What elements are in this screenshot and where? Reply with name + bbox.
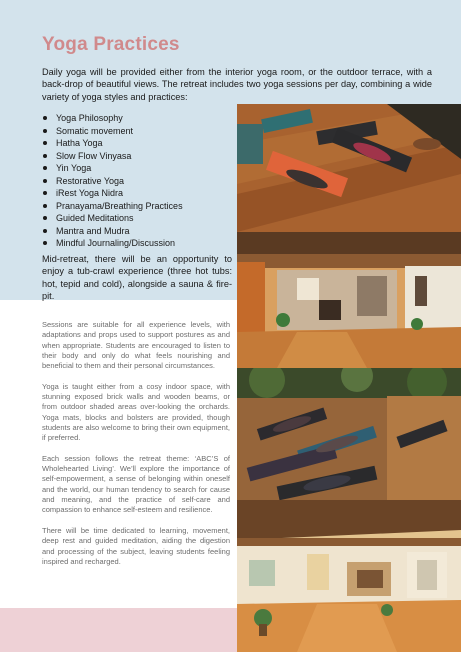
body-paragraph: Yoga is taught either from a cosy indoor space, with stunning exposed brick walls and wooden beams, or from outdoor shaded areas over-looking the orchards. Yoga mats, blocks and bolsters are provided, though students are also welcome to bring their own equipment, if preferred.: [42, 381, 230, 443]
page-title: Yoga Practices: [42, 34, 180, 55]
list-item: [42, 162, 242, 175]
photo-indoor-studio: [237, 232, 461, 368]
practices-list: [42, 112, 242, 250]
bullet-icon: [43, 216, 47, 220]
bullet-icon: [43, 204, 47, 208]
photo-outdoor-terrace: [237, 104, 461, 232]
photo-group-session: [237, 368, 461, 500]
list-item-label: Guided Meditations: [56, 213, 134, 223]
list-item: [42, 200, 242, 213]
bullet-icon: [43, 179, 47, 183]
list-item-label: Restorative Yoga: [56, 175, 125, 186]
bullet-icon: [43, 229, 47, 233]
list-item: [42, 150, 242, 163]
list-item-label: Pranayama/Breathing Practices: [56, 200, 183, 211]
list-item-label: Mindful Journaling/Discussion: [56, 238, 176, 248]
body-paragraph: Each session follows the retreat theme: ‘ABC’S of Wholehearted Living’. We’ll explore the importance of self-empowerment, a sense of belonging within oneself and the world, our human tendency to search for cause and meaning, and the practice of self-care and compassion to enhance self-esteem and resilience.: [42, 453, 230, 515]
body-paragraph: There will be time dedicated to learning, movement, deep rest and guided meditation, aiding the digestion and processing of the subject, leaving students feeling inspired and recharged.: [42, 525, 230, 566]
list-item-label: Mantra and Mudra: [56, 225, 130, 236]
bullet-icon: [43, 141, 47, 145]
list-item: [42, 212, 242, 225]
bottom-accent-band: [0, 608, 237, 652]
list-item-label: Hatha Yoga: [56, 138, 103, 148]
list-item-label: Somatic movement: [56, 125, 134, 136]
list-item: [42, 187, 242, 200]
intro-paragraph: Daily yoga will be provided either from the interior yoga room, or the outdoor terrace, with a back-drop of beautiful views. The retreat includes two yoga sessions per day, combining a wide variety of yoga styles and practices:: [42, 67, 432, 102]
bullet-icon: [43, 116, 47, 120]
list-item: [42, 237, 242, 250]
list-item: [42, 137, 242, 150]
bullet-icon: [43, 166, 47, 170]
mid-retreat-note: Mid-retreat, there will be an opportunity to enjoy a tub-crawl experience (three hot tubs: hot, tepid and cold), alongside a sauna & fire-pit.: [42, 254, 232, 301]
description-text: [42, 320, 230, 577]
list-item: [42, 175, 242, 188]
body-paragraph: Sessions are suitable for all experience levels, with adaptations and props used to support postures as and when appropriate. Students are encouraged to listen to their body and only do what feels nourishing and beneficial to them and their personal circumstances.: [42, 320, 230, 371]
bullet-icon: [43, 129, 47, 133]
list-item: [42, 125, 242, 138]
bullet-icon: [43, 191, 47, 195]
list-item: [42, 112, 242, 125]
list-item-label: Yoga Philosophy: [56, 113, 123, 123]
bullet-icon: [43, 241, 47, 245]
list-item-label: Yin Yoga: [56, 163, 92, 173]
list-item-label: Slow Flow Vinyasa: [56, 150, 132, 161]
list-item-label: iRest Yoga Nidra: [56, 188, 124, 198]
bullet-icon: [43, 154, 47, 158]
photo-wooden-hall: [237, 500, 461, 652]
list-item: [42, 225, 242, 238]
